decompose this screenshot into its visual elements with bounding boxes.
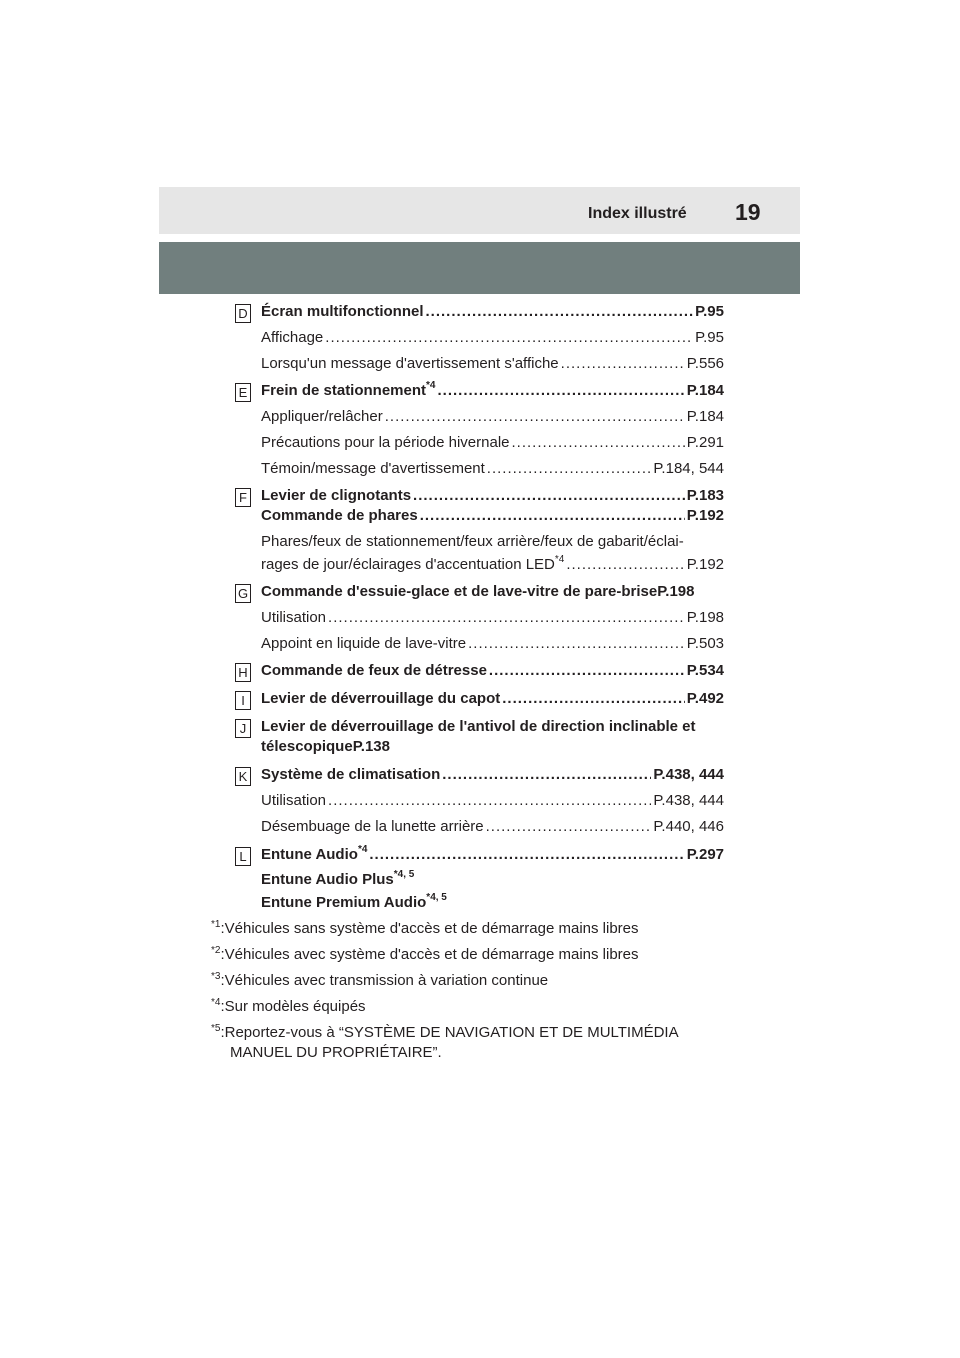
index-entry[interactable]: Commande de feux de détresse ..... P.534: [261, 661, 724, 681]
footnote: $^{*5}$:Reportez-vous à “SYSTÈME DE NAVIGATION ET DE MULTIMÉDIA MANUEL DU PROPRIÉTAIRE”.: [211, 1023, 679, 1061]
index-subentry[interactable]: Affichage ..... P.95: [261, 328, 724, 348]
page-ref: P.534: [686, 662, 724, 679]
page-ref: P.184: [686, 408, 724, 425]
index-entry[interactable]: Frein de stationnement$^{*4}$ ..... P.184: [261, 381, 724, 401]
page-ref: P.95: [695, 303, 724, 320]
index-subentry[interactable]: Appliquer/relâcher ..... P.184: [261, 407, 724, 427]
section-letter-i: I: [235, 691, 251, 710]
page-ref: P.198: [686, 609, 724, 626]
index-entry[interactable]: Commande d'essuie-glace et de lave-vitre de pare-briseP.198: [261, 583, 695, 600]
page-ref: P.440, 446: [653, 818, 724, 835]
index-subentry[interactable]: Désembuage de la lunette arrière ..... P.440, 446: [261, 817, 724, 837]
page-ref: P.503: [686, 635, 724, 652]
page-ref: P.198: [657, 583, 695, 600]
index-subentry[interactable]: rages de jour/éclairages d'accentuation LED$^{*4}$ ..... P.192: [261, 555, 724, 575]
index-entry[interactable]: Système de climatisation ..... P.438, 444: [261, 765, 724, 785]
index-entry[interactable]: Entune Audio$^{*4}$ ..... P.297: [261, 845, 724, 865]
header-band: [159, 242, 800, 294]
index-subentry[interactable]: Lorsqu'un message d'avertissement s'affiche ..... P.556: [261, 354, 724, 374]
index-entry[interactable]: Levier de déverrouillage du capot ..... P.492: [261, 689, 724, 709]
footnote: $^{*3}$:Véhicules avec transmission à variation continue: [211, 971, 549, 989]
page-ref: P.184: [686, 382, 724, 399]
section-letter-j: J: [235, 719, 251, 738]
page-ref: P.297: [686, 846, 724, 863]
index-entry[interactable]: Écran multifonctionnel ..... P.95: [261, 302, 724, 322]
index-subentry[interactable]: Utilisation ..... P.438, 444: [261, 791, 724, 811]
page-ref: P.492: [686, 690, 724, 707]
page-ref: P.438, 444: [653, 766, 724, 783]
index-subentry-line1[interactable]: Phares/feux de stationnement/feux arrière/feux de gabarit/éclai-: [261, 533, 684, 550]
page-ref: P.183: [686, 487, 724, 504]
footnote: $^{*1}$:Véhicules sans système d'accès et de démarrage mains libres: [211, 919, 639, 937]
index-subentry[interactable]: Appoint en liquide de lave-vitre ..... P.503: [261, 634, 724, 654]
page-ref: P.184, 544: [653, 460, 724, 477]
page-ref: P.95: [695, 329, 724, 346]
footnote: $^{*2}$:Véhicules avec système d'accès et de démarrage mains libres: [211, 945, 639, 963]
footnote: $^{*4}$:Sur modèles équipés: [211, 997, 366, 1015]
page-number: 19: [735, 199, 761, 225]
section-letter-e: E: [235, 383, 251, 402]
page-ref: P.291: [686, 434, 724, 451]
index-entry[interactable]: Levier de déverrouillage de l'antivol de direction inclinable et télescopiqueP.138: [261, 718, 696, 755]
page-ref: P.192: [686, 556, 724, 573]
page-ref: P.556: [686, 355, 724, 372]
section-letter-g: G: [235, 584, 251, 603]
index-entry[interactable]: Commande de phares ..... P.192: [261, 506, 724, 526]
section-letter-l: L: [235, 847, 251, 866]
page-ref: P.192: [686, 507, 724, 524]
page-ref: P.438, 444: [653, 792, 724, 809]
index-entry[interactable]: Entune Premium Audio$^{*4, 5}$: [261, 892, 447, 911]
section-title: Index illustré: [588, 205, 687, 222]
index-subentry[interactable]: Précautions pour la période hivernale ..... P.291: [261, 433, 724, 453]
header-bar: [159, 187, 800, 234]
section-letter-d: D: [235, 304, 251, 323]
index-entry[interactable]: Entune Audio Plus$^{*4, 5}$: [261, 869, 415, 888]
index-subentry[interactable]: Témoin/message d'avertissement ..... P.184, 544: [261, 459, 724, 479]
page-ref: P.138: [352, 738, 390, 755]
section-letter-h: H: [235, 663, 251, 682]
index-entry[interactable]: Levier de clignotants ..... P.183: [261, 486, 724, 506]
section-letter-k: K: [235, 767, 251, 786]
index-subentry[interactable]: Utilisation ..... P.198: [261, 608, 724, 628]
section-letter-f: F: [235, 488, 251, 507]
